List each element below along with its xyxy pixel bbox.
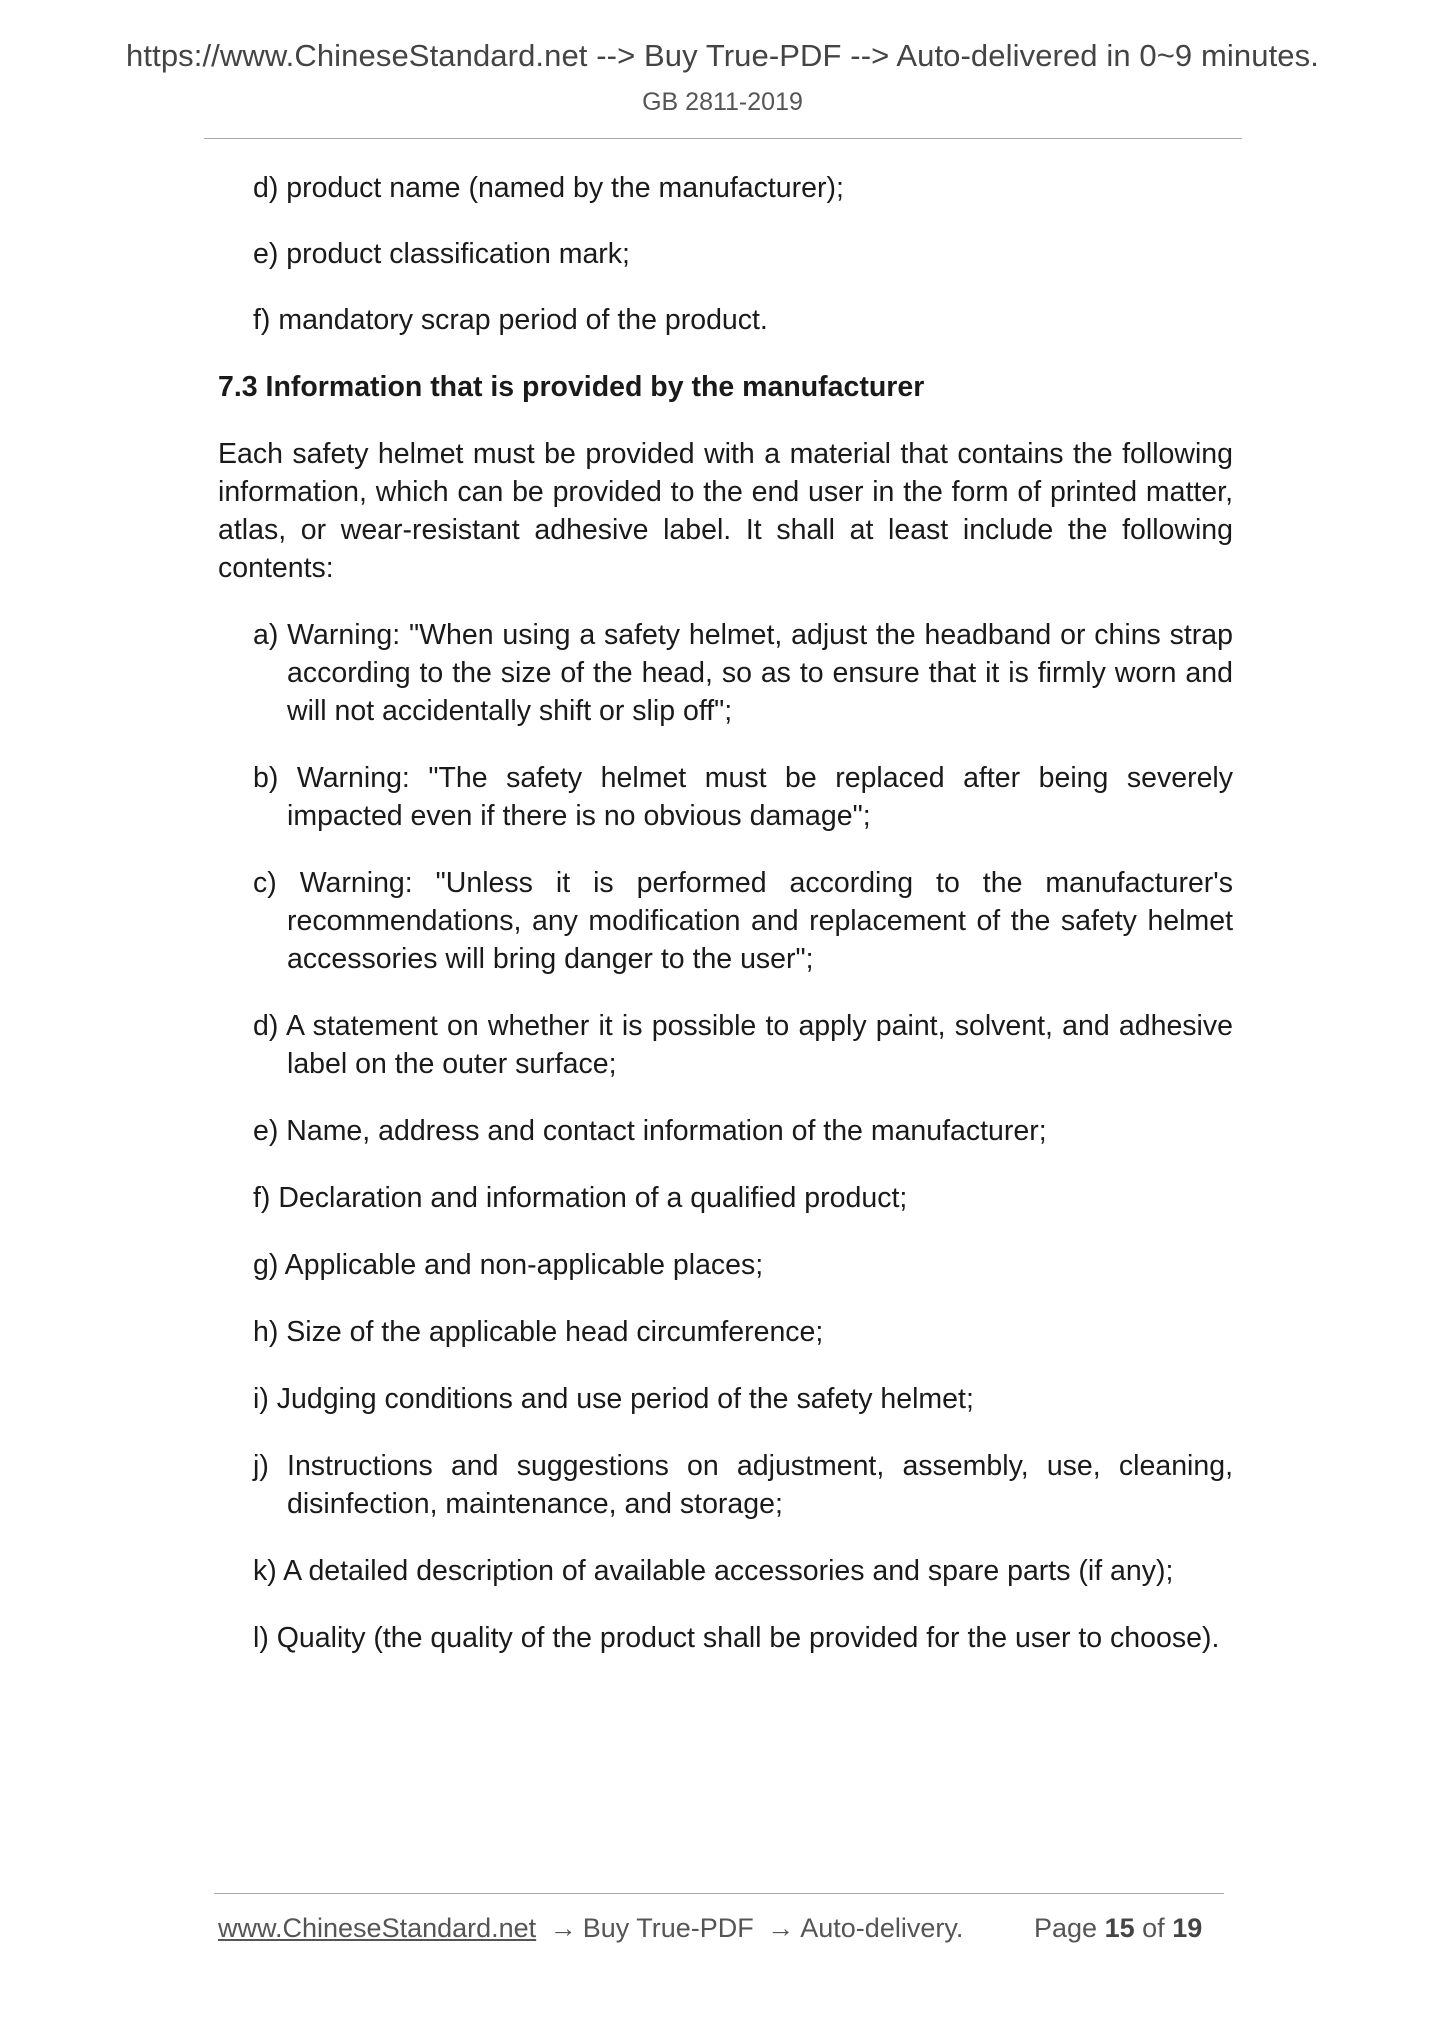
buy-text: Buy True-PDF (582, 1913, 754, 1943)
paragraph-line: Each safety helmet must be provided with a material that contains the following (218, 438, 1233, 470)
item-line: will not accidentally shift or slip off"; (287, 695, 733, 727)
item-line: according to the size of the head, so as to ensure that it is firmly worn and (287, 657, 1233, 689)
header-divider (204, 138, 1242, 139)
item-line: disinfection, maintenance, and storage; (287, 1488, 783, 1520)
list-item: e) product classification mark; (253, 238, 630, 270)
paragraph-line: atlas, or wear-resistant adhesive label. It shall at least include the following (218, 514, 1233, 546)
standard-code: GB 2811-2019 (642, 88, 803, 116)
item-line: c) Warning: "Unless it is performed according to the manufacturer's (253, 867, 1233, 899)
list-item: h) Size of the applicable head circumference; (253, 1316, 824, 1348)
list-item (253, 1447, 1233, 1523)
footer-divider (214, 1893, 1224, 1894)
item-line: a) Warning: "When using a safety helmet, adjust the headband or chins strap (253, 619, 1233, 651)
item-line: label on the outer surface; (287, 1048, 617, 1080)
list-item: i) Judging conditions and use period of the safety helmet; (253, 1383, 974, 1415)
list-item: l) Quality (the quality of the product shall be provided for the user to choose). (253, 1622, 1220, 1654)
paragraph-line: information, which can be provided to the end user in the form of printed matter, (218, 476, 1233, 508)
page-of: of (1142, 1913, 1165, 1943)
header-banner: https://www.ChineseStandard.net --> Buy True-PDF --> Auto-delivered in 0~9 minutes. (126, 38, 1319, 73)
list-item (253, 616, 1233, 730)
list-item: f) mandatory scrap period of the product. (253, 304, 768, 336)
item-line: d) A statement on whether it is possible to apply paint, solvent, and adhesive (253, 1010, 1233, 1042)
page-current: 15 (1104, 1913, 1135, 1943)
item-line: accessories will bring danger to the user"; (287, 943, 814, 975)
list-item: f) Declaration and information of a qualified product; (253, 1182, 908, 1214)
list-item: k) A detailed description of available accessories and spare parts (if any); (253, 1555, 1174, 1587)
arrow-right-icon: → (549, 1913, 577, 1943)
page-indicator (1034, 1913, 1202, 1944)
list-item (253, 864, 1233, 978)
page-total: 19 (1172, 1913, 1203, 1943)
item-line: impacted even if there is no obvious damage"; (287, 800, 871, 832)
section-heading: 7.3 Information that is provided by the manufacturer (218, 371, 925, 403)
item-line: j) Instructions and suggestions on adjustment, assembly, use, cleaning, (253, 1450, 1233, 1482)
paragraph-line: contents: (218, 552, 334, 584)
list-item: e) Name, address and contact information of the manufacturer; (253, 1115, 1047, 1147)
site-link[interactable]: www.ChineseStandard.net (218, 1913, 537, 1943)
page-label: Page (1034, 1913, 1098, 1943)
footer-promo (218, 1913, 963, 1944)
item-line: b) Warning: "The safety helmet must be replaced after being severely (253, 762, 1233, 794)
list-item (253, 1007, 1233, 1083)
list-item (253, 759, 1233, 835)
delivery-text: Auto-delivery. (800, 1913, 964, 1943)
list-item: g) Applicable and non-applicable places; (253, 1249, 764, 1281)
list-item: d) product name (named by the manufacturer); (253, 172, 844, 204)
item-line: recommendations, any modification and replacement of the safety helmet (287, 905, 1233, 937)
arrow-right-icon: → (767, 1913, 795, 1943)
intro-paragraph (218, 435, 1233, 587)
